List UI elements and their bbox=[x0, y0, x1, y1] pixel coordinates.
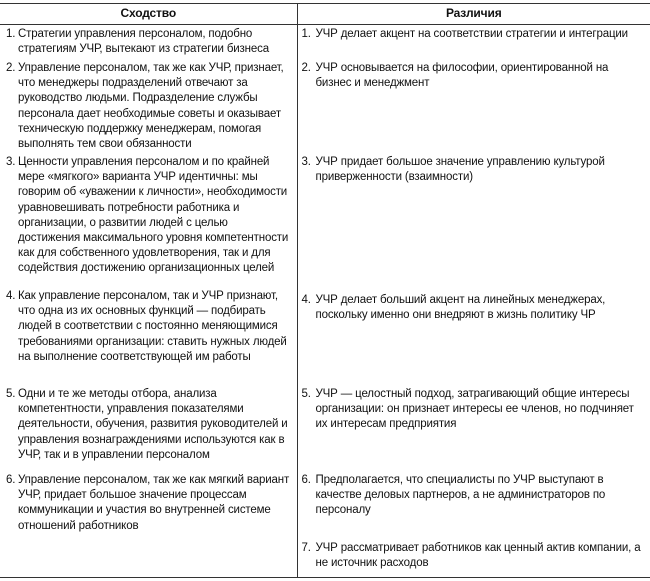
table-row bbox=[0, 287, 650, 385]
difference-text: УЧР — целостный подход, затрагивающий общие интересы организации: он признает интересы ее членов, но подчиняет их интересам предприятия bbox=[315, 388, 634, 431]
table-row bbox=[0, 25, 650, 60]
item-number: 2. bbox=[6, 62, 16, 74]
difference-text: Предполагается, что специалисты по УЧР выступают в качестве деловых партнеров, а не администраторов по персоналу bbox=[315, 474, 606, 517]
header-similarity: Сходство bbox=[0, 4, 297, 25]
similarity-text: Стратегии управления персоналом, подобно стратегиям УЧР, вытекают из стратегии бизнеса bbox=[18, 28, 269, 56]
difference-cell bbox=[297, 153, 650, 287]
difference-text: УЧР основывается на философии, ориентированной на бизнес и менеджмент bbox=[315, 62, 609, 90]
header-differences: Различия bbox=[297, 4, 650, 25]
difference-text: УЧР делает акцент на соответствии стратегии и интеграции bbox=[315, 28, 628, 40]
item-number: 7. bbox=[301, 542, 311, 554]
item-number: 1. bbox=[301, 28, 311, 40]
item-number: 2. bbox=[301, 62, 311, 74]
table-row bbox=[0, 471, 650, 539]
difference-text: УЧР придает большое значение управлению культурой приверженности (взаимности) bbox=[315, 156, 605, 184]
difference-cell bbox=[297, 25, 650, 60]
similarity-cell bbox=[0, 471, 297, 539]
similarity-text: Одни и те же методы отбора, анализа компетентности, управления показателями деятельности, обучения, развития руководителей и управления вознаграждениями используются как в УЧР, так и в управлении персоналом bbox=[18, 388, 288, 461]
table-row bbox=[0, 59, 650, 153]
item-number: 1. bbox=[6, 28, 16, 40]
difference-text: УЧР делает больший акцент на линейных менеджерах, поскольку именно они внедряют в жизнь политику ЧР bbox=[315, 294, 606, 322]
similarity-cell bbox=[0, 385, 297, 471]
difference-cell bbox=[297, 471, 650, 539]
difference-cell bbox=[297, 287, 650, 385]
similarity-cell bbox=[0, 153, 297, 287]
similarity-text: Ценности управления персоналом и по крайней мере «мягкого» варианта УЧР идентичны: мы говорим об «уважении к личности», необходимости уравновешивать потребности работника и организации, о развитии людей с целью достижения максимального уровня компетентности как для собственного удовлетворения, так и для содействия достижению организационных целей bbox=[18, 156, 289, 275]
table-row bbox=[0, 539, 650, 578]
item-number: 6. bbox=[6, 474, 16, 486]
difference-cell bbox=[297, 539, 650, 578]
table-row bbox=[0, 153, 650, 287]
difference-text: УЧР рассматривает работников как ценный актив компании, а не источник расходов bbox=[315, 542, 641, 570]
similarity-text: Управление персоналом, так же как мягкий вариант УЧР, придает большое значение процессам коммуникации и участия во внутренней системе отношений работников bbox=[18, 474, 290, 532]
item-number: 6. bbox=[301, 474, 311, 486]
similarity-text: Как управление персоналом, так и УЧР признают, что одна из их основных функций — подбирать людей в соответствии с постоянно меняющимися требованиями организации: ставить нужных людей на выполнение соответствующей им работы bbox=[18, 290, 287, 363]
similarity-cell bbox=[0, 287, 297, 385]
difference-cell bbox=[297, 385, 650, 471]
similarity-cell bbox=[0, 539, 297, 578]
table-header bbox=[0, 4, 650, 25]
item-number: 3. bbox=[6, 156, 16, 168]
item-number: 3. bbox=[301, 156, 311, 168]
comparison-table bbox=[0, 3, 650, 578]
item-number: 4. bbox=[6, 290, 16, 302]
table-row bbox=[0, 385, 650, 471]
item-number: 5. bbox=[6, 388, 16, 400]
difference-cell bbox=[297, 59, 650, 153]
item-number: 4. bbox=[301, 294, 311, 306]
header-row bbox=[0, 4, 650, 25]
similarity-cell bbox=[0, 59, 297, 153]
similarity-text: Управление персоналом, так же как УЧР, признает, что менеджеры подразделений отвечают за руководство людьми. Подразделение службы персонала дает необходимые советы и оказывает техническую поддержку менеджерам, помогая выполнять тем свои обязанности bbox=[18, 62, 284, 151]
similarity-cell bbox=[0, 25, 297, 60]
item-number: 5. bbox=[301, 388, 311, 400]
